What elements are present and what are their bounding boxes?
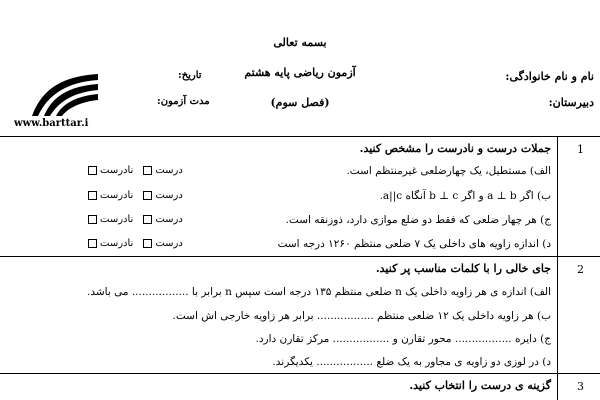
- fill-blank-a: الف) اندازه ی هر زاویه داخلی یک n ضلعی منتظم ۱۳۵ درجه است سپس n برابر با ................. می باشد.: [87, 286, 551, 298]
- statement-b: ب) اگر a ⊥ b و اگر b ⊥ c آنگاه a||c.: [379, 190, 551, 202]
- false-option[interactable]: [88, 238, 133, 249]
- false-label: نادرست: [100, 214, 134, 225]
- question-number: 1: [577, 143, 584, 156]
- question-number: 2: [577, 263, 584, 276]
- true-label: درست: [155, 190, 183, 201]
- false-checkbox[interactable]: [88, 191, 97, 200]
- question-content: [0, 374, 557, 400]
- true-checkbox[interactable]: [143, 215, 152, 224]
- school-field-label: دبیرستان:: [548, 96, 594, 109]
- question-title: گزینه ی درست را انتخاب کنید.: [409, 379, 551, 392]
- question-content: [0, 257, 557, 373]
- true-checkbox[interactable]: [143, 239, 152, 248]
- statement-d: د) اندازه زاویه های داخلی یک ۷ ضلعی منتظم ۱۲۶۰ درجه است: [277, 238, 551, 250]
- false-label: نادرست: [100, 165, 134, 176]
- exam-header: [0, 0, 600, 137]
- false-option[interactable]: [88, 190, 133, 201]
- true-option[interactable]: [143, 238, 182, 249]
- question-number-cell: [557, 257, 600, 373]
- false-label: نادرست: [100, 190, 134, 201]
- chapter-label: (فصل سوم): [270, 96, 330, 109]
- website-url: www.barttar.i: [14, 118, 89, 129]
- fill-blank-b: ب) هر زاویه داخلی یک ۱۲ ضلعی منتظم ................. برابر هر زاویه خارجی اش است.: [172, 310, 551, 322]
- statement-c: ج) هر چهار ضلعی که فقط دو ضلع موازی دارد، ذوزنقه است.: [285, 214, 551, 226]
- true-label: درست: [155, 214, 183, 225]
- question-1: [0, 137, 600, 257]
- answer-options-b: [88, 190, 183, 201]
- question-number-cell: [557, 374, 600, 400]
- false-checkbox[interactable]: [88, 166, 97, 175]
- true-option[interactable]: [143, 190, 182, 201]
- date-field-label: تاریخ:: [178, 70, 202, 81]
- exam-title: آزمون ریاضی پایه هشتم: [244, 66, 356, 79]
- answer-options-c: [88, 214, 183, 225]
- true-label: درست: [155, 165, 183, 176]
- statement-a: الف) مستطیل، یک چهارضلعی غیرمنتظم است.: [346, 165, 551, 177]
- true-label: درست: [155, 238, 183, 249]
- question-2: [0, 257, 600, 374]
- false-label: نادرست: [100, 238, 134, 249]
- answer-options-a: [88, 165, 183, 176]
- fill-blank-c: ج) دایره ................. محور تقارن و ................. مرکز تقارن دارد.: [255, 333, 551, 345]
- question-number: 3: [577, 380, 584, 393]
- answer-options-d: [88, 238, 183, 249]
- barttar-logo-icon: [28, 70, 100, 120]
- name-field-label: نام و نام خانوادگی:: [505, 70, 594, 83]
- true-checkbox[interactable]: [143, 191, 152, 200]
- true-checkbox[interactable]: [143, 166, 152, 175]
- question-content: [0, 137, 557, 256]
- false-checkbox[interactable]: [88, 215, 97, 224]
- fill-blank-d: د) در لوزی دو زاویه ی مجاور به یک ضلع ................. یکدیگرند.: [272, 356, 551, 368]
- basmala: بسمه تعالی: [273, 36, 327, 49]
- duration-field-label: مدت آزمون:: [157, 96, 210, 107]
- true-option[interactable]: [143, 214, 182, 225]
- question-number-cell: [557, 137, 600, 256]
- false-option[interactable]: [88, 214, 133, 225]
- true-option[interactable]: [143, 165, 182, 176]
- question-title: جای خالی را با کلمات مناسب پر کنید.: [375, 262, 551, 275]
- false-checkbox[interactable]: [88, 239, 97, 248]
- question-3: [0, 374, 600, 400]
- question-title: جملات درست و نادرست را مشخص کنید.: [359, 142, 551, 155]
- false-option[interactable]: [88, 165, 133, 176]
